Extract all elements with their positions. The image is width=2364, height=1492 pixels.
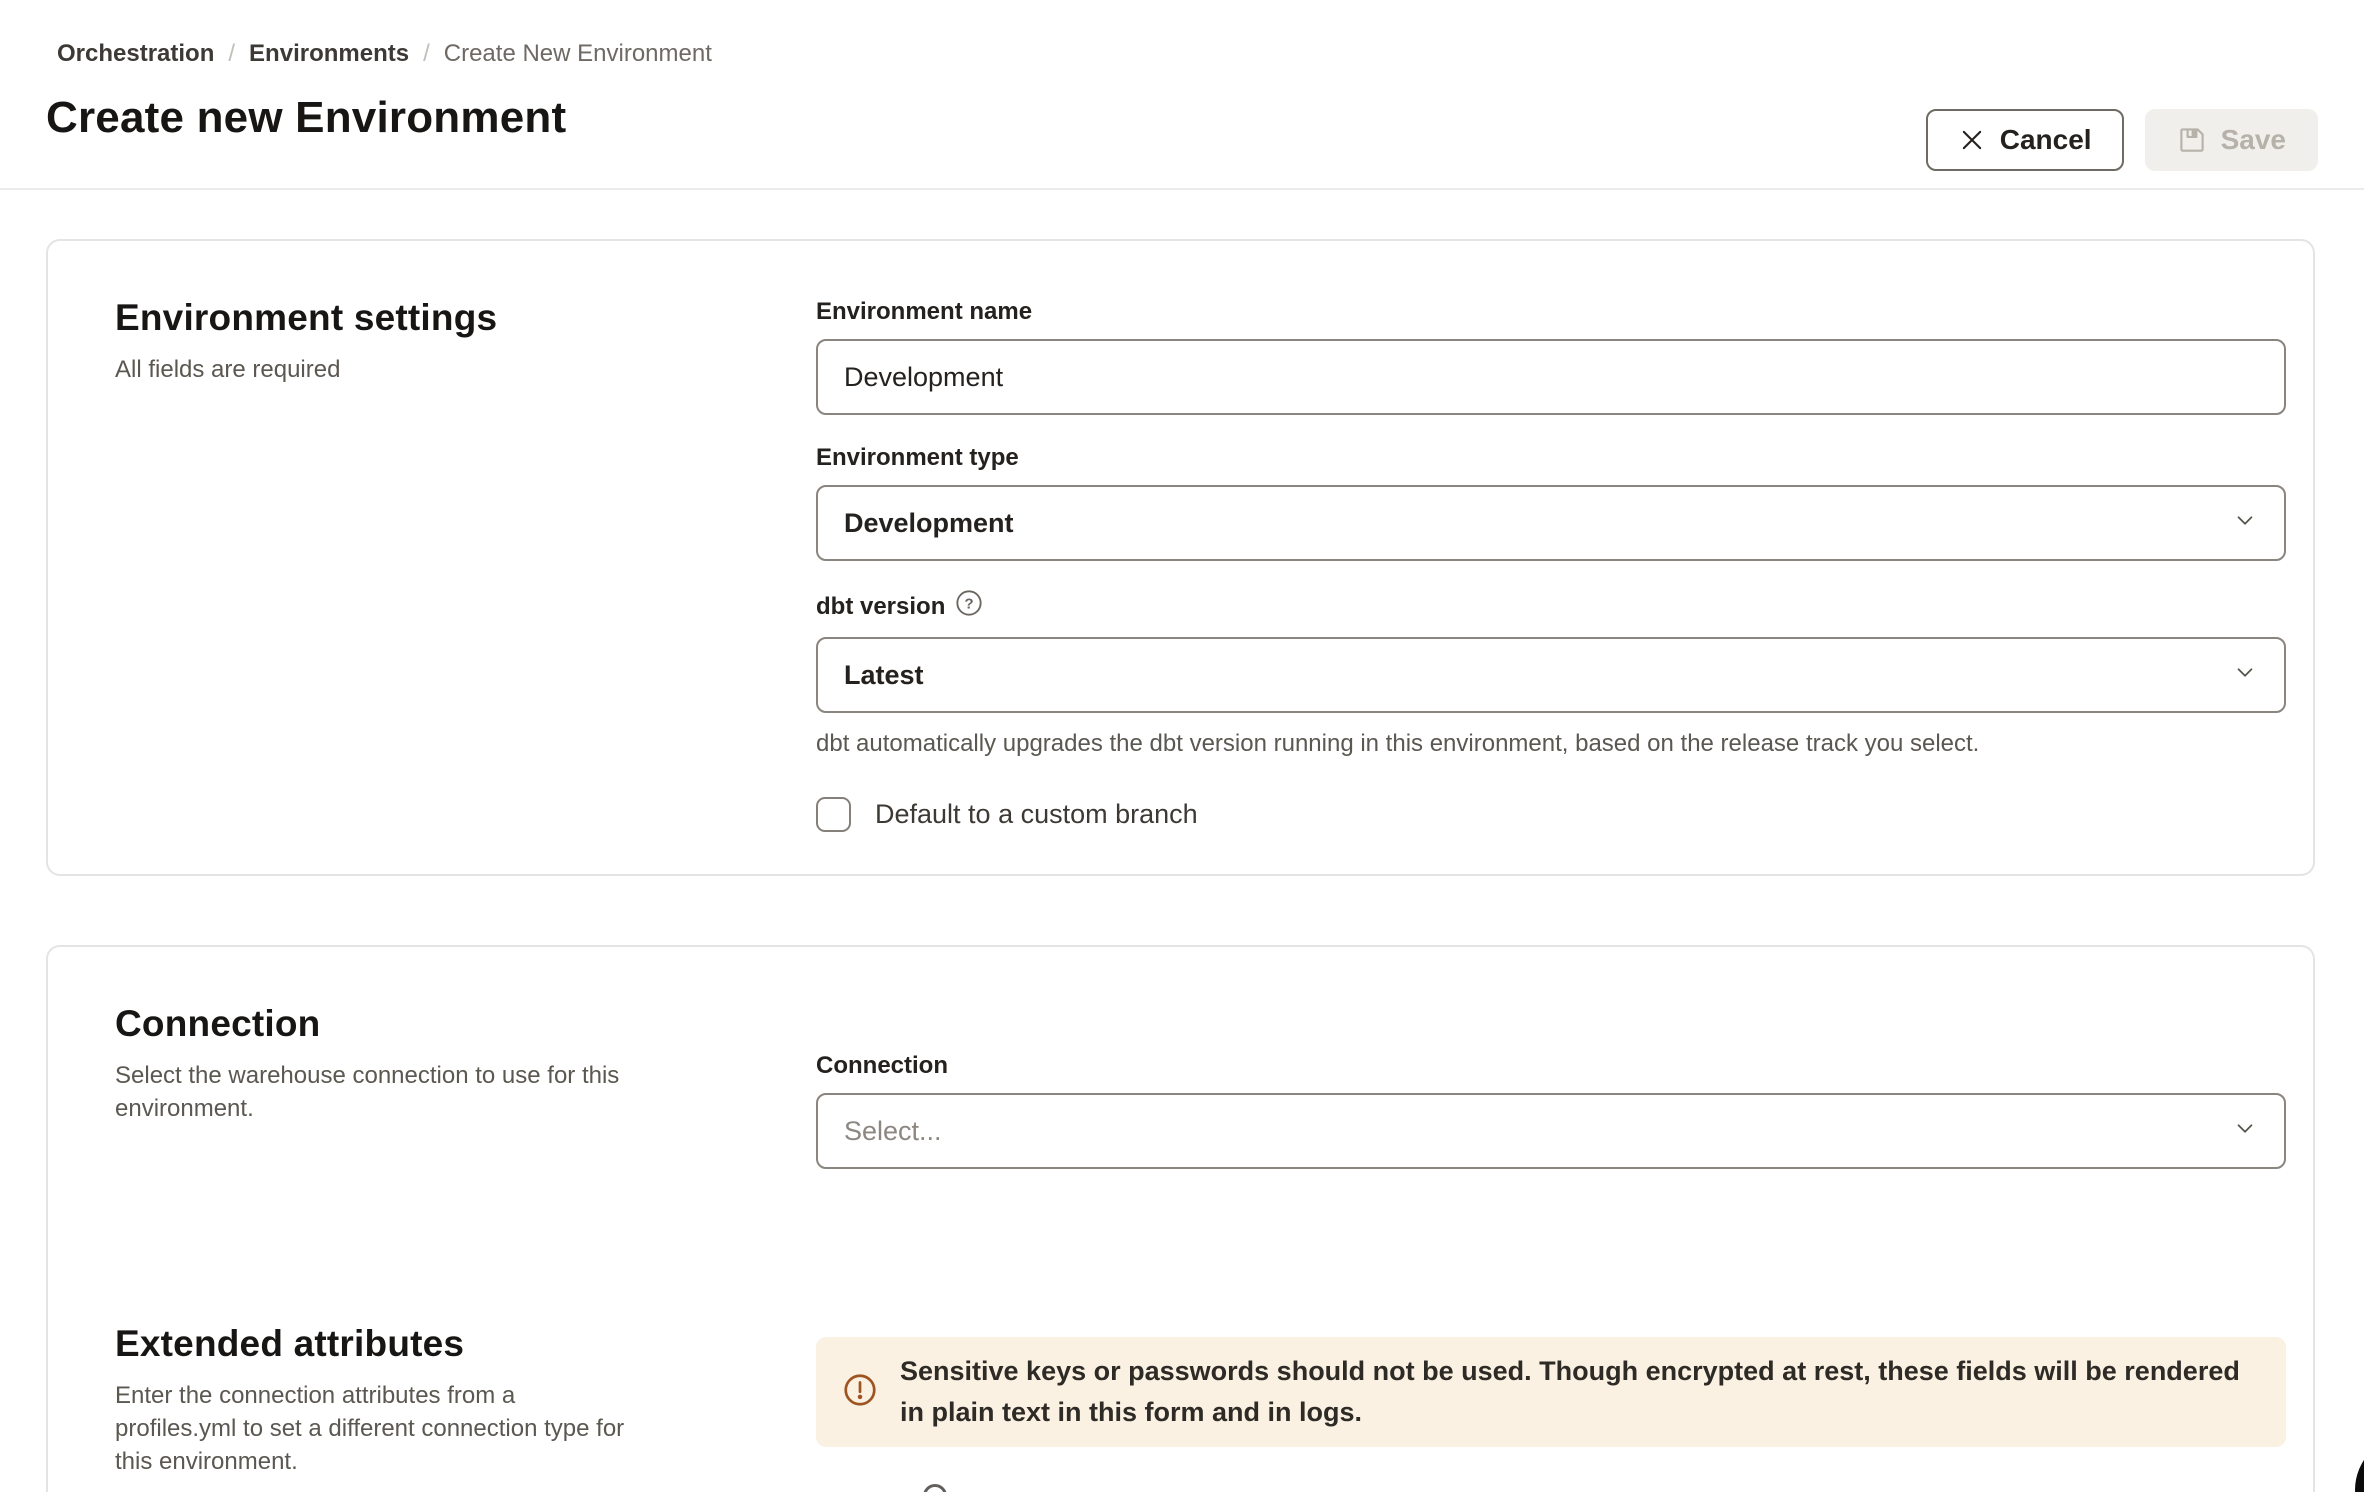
dbt-version-value: Latest	[844, 659, 924, 690]
connection-placeholder: Select...	[844, 1115, 942, 1146]
breadcrumb-separator: /	[228, 40, 236, 67]
connection-select[interactable]	[816, 1093, 2286, 1169]
custom-branch-checkbox[interactable]	[816, 797, 851, 832]
extended-attributes-subheading: Enter the connection attributes from a profiles.yml to set a different connection type for this environment.	[115, 1382, 625, 1475]
dbt-version-helper: dbt automatically upgrades the dbt version running in this environment, based on the release track you select.	[816, 730, 1980, 757]
connection-subheading: Select the warehouse connection to use for this environment.	[115, 1062, 620, 1122]
cancel-button-label: Cancel	[1999, 124, 2092, 155]
chat-widget-icon[interactable]	[2355, 1435, 2364, 1492]
breadcrumb-separator: /	[423, 40, 430, 67]
connection-label: Connection	[816, 1052, 948, 1079]
svg-text:?: ?	[964, 595, 974, 613]
chevron-down-icon	[2232, 507, 2258, 540]
extended-attributes-heading: Extended attributes	[115, 1323, 465, 1364]
chevron-down-icon	[2232, 1115, 2258, 1148]
chevron-down-icon	[2232, 659, 2258, 692]
alert-circle-icon	[842, 1372, 878, 1413]
breadcrumb-environments[interactable]: Environments	[249, 40, 410, 67]
environment-settings-heading: Environment settings	[115, 297, 498, 338]
custom-branch-checkbox-row[interactable]	[816, 797, 2286, 832]
sensitive-keys-warning-text: Sensitive keys or passwords should not be used. Though encrypted at rest, these fields will be rendered in plain text in this form and in logs.	[900, 1356, 2240, 1427]
breadcrumb-orchestration[interactable]: Orchestration	[57, 40, 215, 67]
environment-name-input[interactable]	[816, 339, 2286, 415]
custom-branch-label: Default to a custom branch	[875, 799, 1198, 829]
environment-name-field	[816, 297, 2286, 415]
floppy-disk-icon	[2177, 125, 2207, 155]
environment-type-label: Environment type	[816, 444, 1019, 471]
environment-settings-card	[46, 239, 2315, 876]
connection-field	[816, 1051, 2286, 1169]
environment-name-label: Environment name	[816, 298, 1033, 325]
page-header	[0, 0, 2364, 190]
save-button-label: Save	[2220, 124, 2286, 155]
dbt-version-select[interactable]	[816, 637, 2286, 713]
connection-section	[115, 1003, 2286, 1169]
extended-attributes-section	[115, 1323, 2286, 1478]
page-title: Create new Environment	[46, 93, 567, 142]
environment-type-field	[816, 443, 2286, 561]
environment-settings-subheading: All fields are required	[115, 356, 341, 383]
breadcrumb-create-new-environment: Create New Environment	[443, 40, 712, 67]
environment-type-select[interactable]	[816, 485, 2286, 561]
environment-type-value: Development	[844, 507, 1014, 538]
breadcrumb	[46, 40, 2318, 68]
dbt-version-label: dbt version	[816, 593, 946, 620]
dbt-version-field	[816, 589, 2286, 761]
save-button[interactable]	[2145, 109, 2318, 171]
connection-card	[46, 945, 2315, 1492]
header-actions	[1926, 109, 2318, 171]
sensitive-keys-warning-banner	[816, 1337, 2286, 1447]
x-icon	[1958, 126, 1986, 154]
question-circle-icon[interactable]	[955, 589, 983, 625]
cancel-button[interactable]	[1926, 109, 2124, 171]
connection-heading: Connection	[115, 1003, 321, 1044]
